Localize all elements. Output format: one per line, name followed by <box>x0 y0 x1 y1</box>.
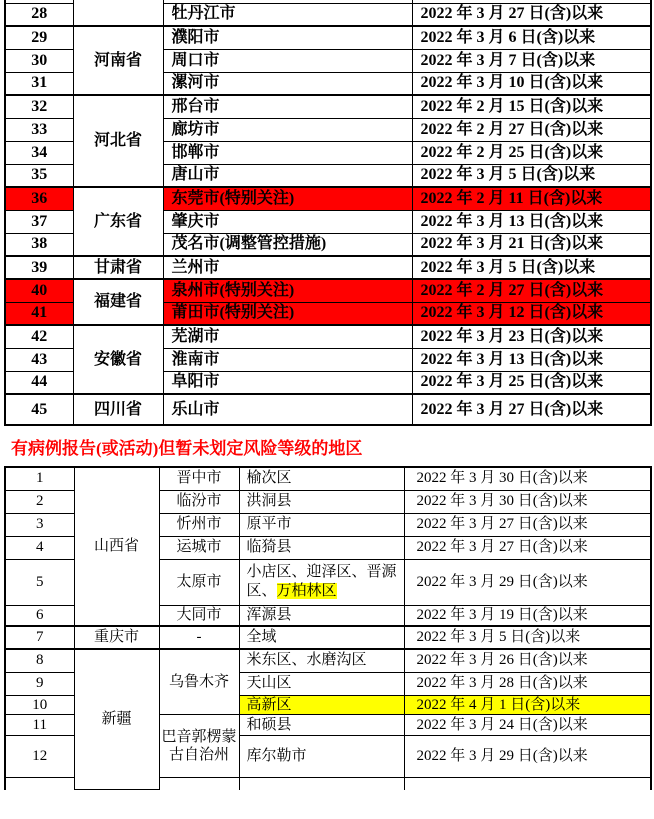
date-cell: 2022 年 3 月 13 日(含)以来 <box>412 210 651 233</box>
table-row <box>5 467 651 490</box>
row-number-cell: 32 <box>5 95 73 118</box>
city-cell: 漯河市 <box>163 72 412 95</box>
date-cell: 2022 年 3 月 24 日(含)以来 <box>404 715 651 736</box>
table-row-alert <box>5 279 651 302</box>
province-cell-sichuan: 四川省 <box>73 394 163 425</box>
district-cell: 榆次区 <box>239 467 404 490</box>
city-cell <box>159 778 239 790</box>
date-cell: 2022 年 3 月 27 日(含)以来 <box>404 536 651 559</box>
city-cell: 忻州市 <box>159 513 239 536</box>
district-cell: 米东区、水磨沟区 <box>239 649 404 672</box>
district-cell: 和硕县 <box>239 715 404 736</box>
row-number-cell: 37 <box>5 210 73 233</box>
district-highlighted-text: 万柏林区 <box>276 583 337 599</box>
table-row <box>5 26 651 49</box>
row-number-cell: 8 <box>5 649 74 672</box>
date-cell: 2022 年 3 月 23 日(含)以来 <box>412 325 651 348</box>
table-row <box>5 325 651 348</box>
row-number-cell: 39 <box>5 256 73 279</box>
date-cell: 2022 年 3 月 29 日(含)以来 <box>404 736 651 778</box>
table-row <box>5 256 651 279</box>
date-cell: 2022 年 3 月 27 日(含)以来 <box>412 394 651 425</box>
city-cell: 周口市 <box>163 49 412 72</box>
province-cell-anhui: 安徽省 <box>73 325 163 394</box>
date-cell: 2022 年 3 月 25 日(含)以来 <box>412 371 651 394</box>
table-row <box>5 95 651 118</box>
city-cell-urumqi: 乌鲁木齐 <box>159 649 239 715</box>
row-number-cell: 38 <box>5 233 73 256</box>
province-cell-gansu: 甘肃省 <box>73 256 163 279</box>
table-row <box>5 649 651 672</box>
table-row-alert <box>5 187 651 210</box>
district-cell <box>239 778 404 790</box>
date-cell: 2022 年 3 月 10 日(含)以来 <box>412 72 651 95</box>
row-number-cell: 5 <box>5 559 74 605</box>
province-cell-henan: 河南省 <box>73 26 163 95</box>
row-number-cell: 12 <box>5 736 74 778</box>
row-number-cell: 1 <box>5 467 74 490</box>
date-cell: 2022 年 3 月 30 日(含)以来 <box>404 467 651 490</box>
row-number-cell: 3 <box>5 513 74 536</box>
row-number-cell: 33 <box>5 118 73 141</box>
province-cell-guangdong: 广东省 <box>73 187 163 256</box>
row-number-cell: 30 <box>5 49 73 72</box>
district-text: 小店区、迎泽区、晋源区、 <box>246 564 397 599</box>
row-number-cell: 9 <box>5 672 74 695</box>
row-number-cell: 45 <box>5 394 73 425</box>
city-cell: 运城市 <box>159 536 239 559</box>
province-cell-fujian: 福建省 <box>73 279 163 325</box>
district-cell: 临猗县 <box>239 536 404 559</box>
city-cell: 阜阳市 <box>163 371 412 394</box>
district-cell: 浑源县 <box>239 605 404 626</box>
date-cell: 2022 年 2 月 27 日(含)以来 <box>412 118 651 141</box>
row-number-cell: 36 <box>5 187 73 210</box>
date-cell: 2022 年 3 月 29 日(含)以来 <box>404 559 651 605</box>
province-cell-xinjiang: 新疆 <box>74 649 159 790</box>
row-number-cell: 34 <box>5 141 73 164</box>
date-cell: 2022 年 2 月 27 日(含)以来 <box>412 279 651 302</box>
district-cell: 库尔勒市 <box>239 736 404 778</box>
city-cell: 东莞市(特别关注) <box>163 187 412 210</box>
date-cell: 2022 年 3 月 12 日(含)以来 <box>412 302 651 325</box>
table-row <box>5 394 651 425</box>
date-cell: 2022 年 3 月 7 日(含)以来 <box>412 49 651 72</box>
table-row <box>5 626 651 649</box>
city-cell: 邢台市 <box>163 95 412 118</box>
row-number-cell: 40 <box>5 279 73 302</box>
date-cell: 2022 年 2 月 15 日(含)以来 <box>412 95 651 118</box>
date-cell: 2022 年 3 月 30 日(含)以来 <box>404 490 651 513</box>
province-cell <box>73 0 163 26</box>
city-cell: - <box>159 626 239 649</box>
province-cell-chongqing: 重庆市 <box>74 626 159 649</box>
date-cell: 2022 年 2 月 11 日(含)以来 <box>412 187 651 210</box>
city-cell: 临汾市 <box>159 490 239 513</box>
city-cell: 淮南市 <box>163 348 412 371</box>
district-cell: 天山区 <box>239 672 404 695</box>
date-cell: 2022 年 4 月 1 日(含)以来 <box>404 695 651 715</box>
date-cell: 2022 年 2 月 25 日(含)以来 <box>412 141 651 164</box>
province-cell-shanxi: 山西省 <box>74 467 159 626</box>
city-cell: 牡丹江市 <box>163 3 412 26</box>
date-cell: 2022 年 3 月 5 日(含)以来 <box>412 256 651 279</box>
district-cell: 洪洞县 <box>239 490 404 513</box>
row-number-cell: 28 <box>5 3 73 26</box>
date-cell: 2022 年 3 月 28 日(含)以来 <box>404 672 651 695</box>
row-number-cell: 2 <box>5 490 74 513</box>
date-cell <box>404 778 651 790</box>
province-cell-hebei: 河北省 <box>73 95 163 187</box>
city-cell: 茂名市(调整管控措施) <box>163 233 412 256</box>
date-cell: 2022 年 3 月 5 日(含)以来 <box>404 626 651 649</box>
city-cell: 晋中市 <box>159 467 239 490</box>
row-number-cell: 31 <box>5 72 73 95</box>
city-cell-bayingol: 巴音郭楞蒙古自治州 <box>159 715 239 778</box>
city-cell: 大同市 <box>159 605 239 626</box>
row-number-cell: 11 <box>5 715 74 736</box>
district-cell: 高新区 <box>239 695 404 715</box>
city-cell: 乐山市 <box>163 394 412 425</box>
city-cell: 太原市 <box>159 559 239 605</box>
city-cell: 唐山市 <box>163 164 412 187</box>
row-number-cell: 10 <box>5 695 74 715</box>
city-cell: 濮阳市 <box>163 26 412 49</box>
city-cell: 肇庆市 <box>163 210 412 233</box>
date-cell: 2022 年 3 月 5 日(含)以来 <box>412 164 651 187</box>
city-cell: 芜湖市 <box>163 325 412 348</box>
risk-cities-table <box>4 0 652 426</box>
date-cell: 2022 年 3 月 6 日(含)以来 <box>412 26 651 49</box>
row-number-cell: 35 <box>5 164 73 187</box>
city-cell: 泉州市(特别关注) <box>163 279 412 302</box>
row-number-cell: 43 <box>5 348 73 371</box>
row-number-cell: 44 <box>5 371 73 394</box>
district-cell: 全域 <box>239 626 404 649</box>
date-cell: 2022 年 3 月 27 日(含)以来 <box>412 3 651 26</box>
city-cell: 莆田市(特别关注) <box>163 302 412 325</box>
date-cell: 2022 年 3 月 27 日(含)以来 <box>404 513 651 536</box>
section-title: 有病例报告(或活动)但暂未划定风险等级的地区 <box>11 438 363 458</box>
row-number-cell <box>5 778 74 790</box>
row-number-cell: 42 <box>5 325 73 348</box>
date-cell: 2022 年 3 月 26 日(含)以来 <box>404 649 651 672</box>
city-cell: 兰州市 <box>163 256 412 279</box>
district-cell <box>239 559 404 605</box>
row-number-cell: 29 <box>5 26 73 49</box>
date-cell: 2022 年 3 月 21 日(含)以来 <box>412 233 651 256</box>
date-cell: 2022 年 3 月 19 日(含)以来 <box>404 605 651 626</box>
row-number-cell: 7 <box>5 626 74 649</box>
city-cell: 廊坊市 <box>163 118 412 141</box>
district-cell: 原平市 <box>239 513 404 536</box>
row-number-cell: 4 <box>5 536 74 559</box>
row-number-cell: 6 <box>5 605 74 626</box>
row-number-cell: 41 <box>5 302 73 325</box>
date-cell: 2022 年 3 月 13 日(含)以来 <box>412 348 651 371</box>
unclassified-areas-table <box>4 466 652 790</box>
city-cell: 邯郸市 <box>163 141 412 164</box>
